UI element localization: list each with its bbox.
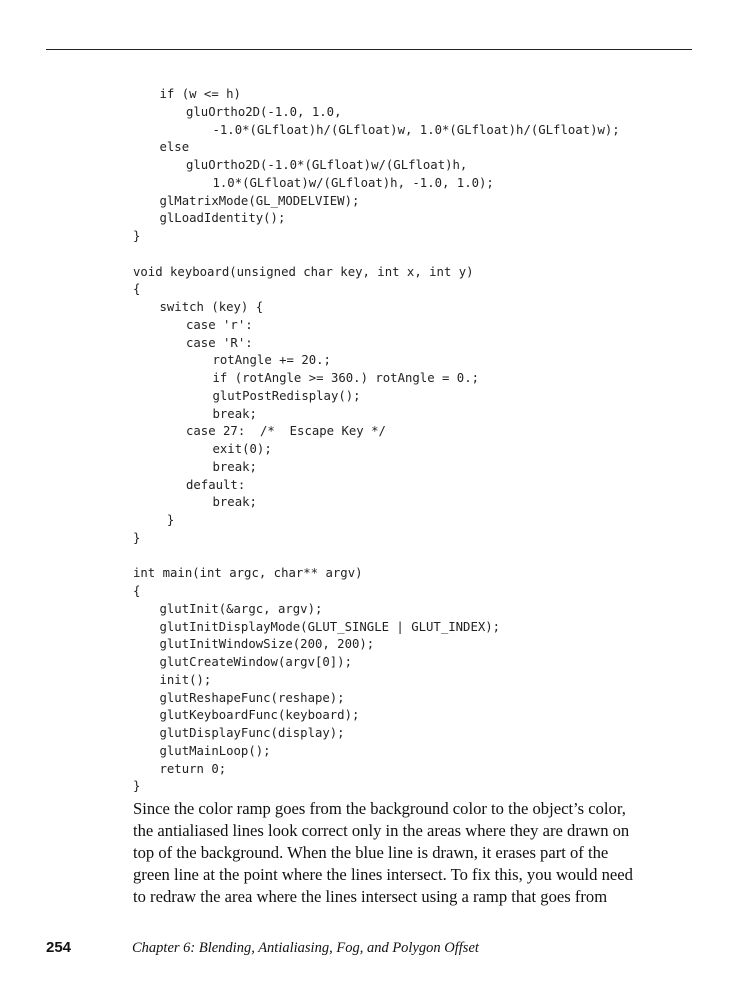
code-line: glutPostRedisplay(); (212, 388, 361, 403)
paragraph-line: top of the background. When the blue line is drawn, it erases part of the (133, 843, 609, 862)
code-line: int main(int argc, char** argv) (133, 566, 363, 581)
code-line: init(); (159, 672, 212, 687)
code-line: glutCreateWindow(argv[0]); (159, 655, 352, 669)
code-line: { (133, 584, 141, 598)
code-line: } (133, 530, 141, 545)
code-line: glutDisplayFunc(display); (159, 726, 345, 740)
code-line: switch (key) { (159, 300, 264, 314)
code-line: 1.0*(GLfloat)w/(GLfloat)h, -1.0, 1.0); (212, 175, 494, 190)
code-line: } (133, 229, 141, 243)
header-rule (46, 49, 692, 50)
code-line: if (rotAngle >= 360.) rotAngle = 0.; (212, 371, 480, 385)
code-line: glutKeyboardFunc(keyboard); (159, 708, 360, 723)
code-line: default: (186, 477, 246, 492)
code-line: glutReshapeFunc(reshape); (159, 690, 345, 705)
paragraph-line: to redraw the area where the lines intersect using a ramp that goes from (133, 887, 608, 906)
running-footer-title: Chapter 6: Blending, Antialiasing, Fog, and Polygon Offset (132, 940, 479, 956)
code-line: else (159, 140, 190, 155)
code-line: case 'r': (186, 317, 253, 332)
code-line: glutInitDisplayMode(GLUT_SINGLE | GLUT_INDEX); (159, 619, 501, 634)
code-line: return 0; (159, 761, 227, 776)
code-line: } (159, 513, 175, 527)
code-line: glutMainLoop(); (159, 743, 271, 758)
code-line: -1.0*(GLfloat)h/(GLfloat)w, 1.0*(GLfloat)h/(GLfloat)w); (212, 122, 620, 137)
code-line: rotAngle += 20.; (212, 353, 331, 368)
code-line: gluOrtho2D(-1.0, 1.0, (186, 104, 342, 119)
code-line: } (133, 779, 141, 794)
code-line: case 'R': (186, 335, 253, 350)
code-line: if (w <= h) (159, 87, 241, 101)
code-line: glLoadIdentity(); (159, 211, 286, 226)
code-line: break; (212, 406, 257, 421)
body-paragraph (133, 798, 713, 908)
code-line: glutInit(&argc, argv); (159, 601, 323, 616)
code-line: glMatrixMode(GL_MODELVIEW); (159, 193, 360, 208)
code-line: gluOrtho2D(-1.0*(GLfloat)w/(GLfloat)h, (186, 158, 468, 172)
paragraph-line: the antialiased lines look correct only in the areas where they are drawn on (133, 821, 630, 840)
code-line: glutInitWindowSize(200, 200); (159, 637, 375, 652)
paragraph-line: Since the color ramp goes from the background color to the object’s color, (133, 799, 626, 818)
code-line: void keyboard(unsigned char key, int x, int y) (133, 264, 474, 279)
code-line: break; (212, 495, 257, 510)
paragraph-line: green line at the point where the lines intersect. To fix this, you would need (133, 865, 633, 884)
code-line: break; (212, 459, 257, 474)
code-line: case 27: /* Escape Key */ (186, 424, 386, 439)
page-number: 254 (46, 939, 72, 956)
code-line: exit(0); (212, 442, 272, 456)
code-line: { (133, 282, 141, 297)
